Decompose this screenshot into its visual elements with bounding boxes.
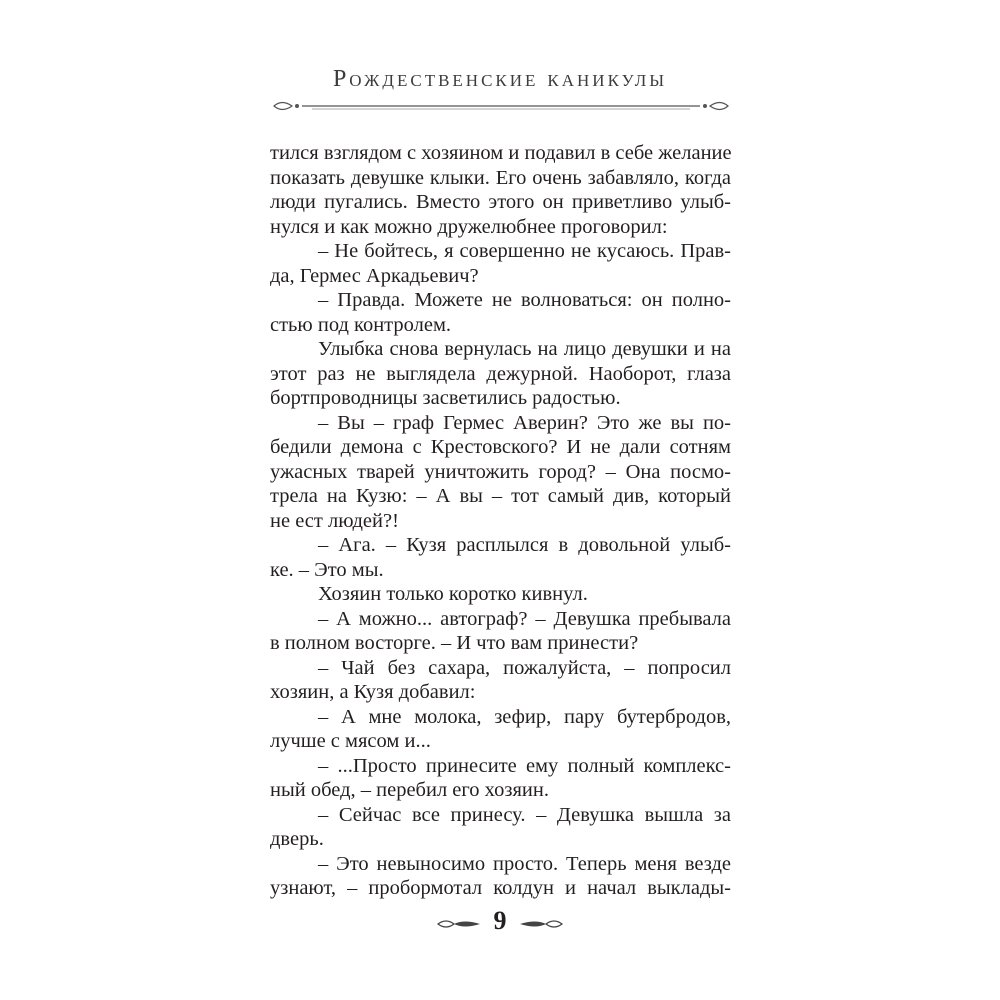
text-line: трела на Кузю: – А вы – тот самый див, который bbox=[270, 485, 731, 507]
text-line: – А мне молока, зефир, пару бутербродов, bbox=[318, 705, 731, 728]
text-line: – Правда. Можете не волноваться: он полно- bbox=[318, 289, 731, 311]
text-line: показать девушке клыки. Его очень забавляло, когда bbox=[270, 166, 731, 189]
text-line: – Вы – граф Гермес Аверин? Это же вы по- bbox=[318, 411, 731, 434]
page-footer bbox=[0, 906, 1000, 940]
running-header bbox=[0, 66, 1000, 93]
text-line: не ест людей?! bbox=[270, 509, 399, 532]
text-line: ужасных тварей уничтожить город? – Она посмо- bbox=[270, 460, 731, 483]
text-line: да, Гермес Аркадьевич? bbox=[270, 264, 479, 287]
text-line: бортпроводницы засветились радостью. bbox=[270, 387, 621, 409]
text-line: – Чай без сахара, пожалуйста, – попросил bbox=[318, 656, 731, 679]
text-line: тился взглядом с хозяином и подавил в себе желание bbox=[270, 142, 732, 164]
text-line: Улыбка снова вернулась на лицо девушки и на bbox=[318, 338, 731, 360]
text-line: – Это невыносимо просто. Теперь меня везде bbox=[318, 852, 731, 875]
text-line: дверь. bbox=[270, 828, 324, 850]
text-line: в полном восторге. – И что вам принести? bbox=[270, 632, 639, 654]
book-title: Рождественские каникулы bbox=[332, 66, 668, 92]
text-line: – ...Просто принесите ему полный комплекс- bbox=[318, 754, 731, 777]
text-line: бедили демона с Крестовского? И не дали сотням bbox=[270, 436, 731, 458]
text-line: нулся и как можно дружелюбнее проговорил: bbox=[270, 215, 668, 238]
text-line: ке. – Это мы. bbox=[270, 558, 384, 581]
header-ornament bbox=[272, 96, 730, 116]
text-line: – А можно... автограф? – Девушка пребывала bbox=[318, 607, 731, 630]
text-line: люди пугались. Вместо этого он приветливо улыб- bbox=[270, 191, 731, 213]
text-line: ный обед, – перебил его хозяин. bbox=[270, 779, 549, 801]
text-line: хозяин, а Кузя добавил: bbox=[270, 681, 476, 703]
text-line: Хозяин только коротко кивнул. bbox=[318, 583, 588, 605]
text-line: – Сейчас все принесу. – Девушка вышла за bbox=[318, 803, 731, 826]
page-body bbox=[270, 141, 731, 901]
footer-ornament-left bbox=[436, 918, 482, 930]
text-line: узнают, – пробормотал колдун и начал выклады- bbox=[270, 877, 731, 899]
text-line: этот раз не выглядела дежурной. Наоборот, глаза bbox=[270, 362, 731, 385]
footer-ornament-right bbox=[518, 918, 564, 930]
text-line: стью под контролем. bbox=[270, 313, 452, 336]
text-line: лучше с мясом и... bbox=[270, 730, 431, 752]
page-number: 9 bbox=[493, 906, 507, 935]
text-line: – Ага. – Кузя расплылся в довольной улыб- bbox=[318, 534, 731, 556]
text-line: – Не бойтесь, я совершенно не кусаюсь. Прав- bbox=[318, 240, 731, 262]
